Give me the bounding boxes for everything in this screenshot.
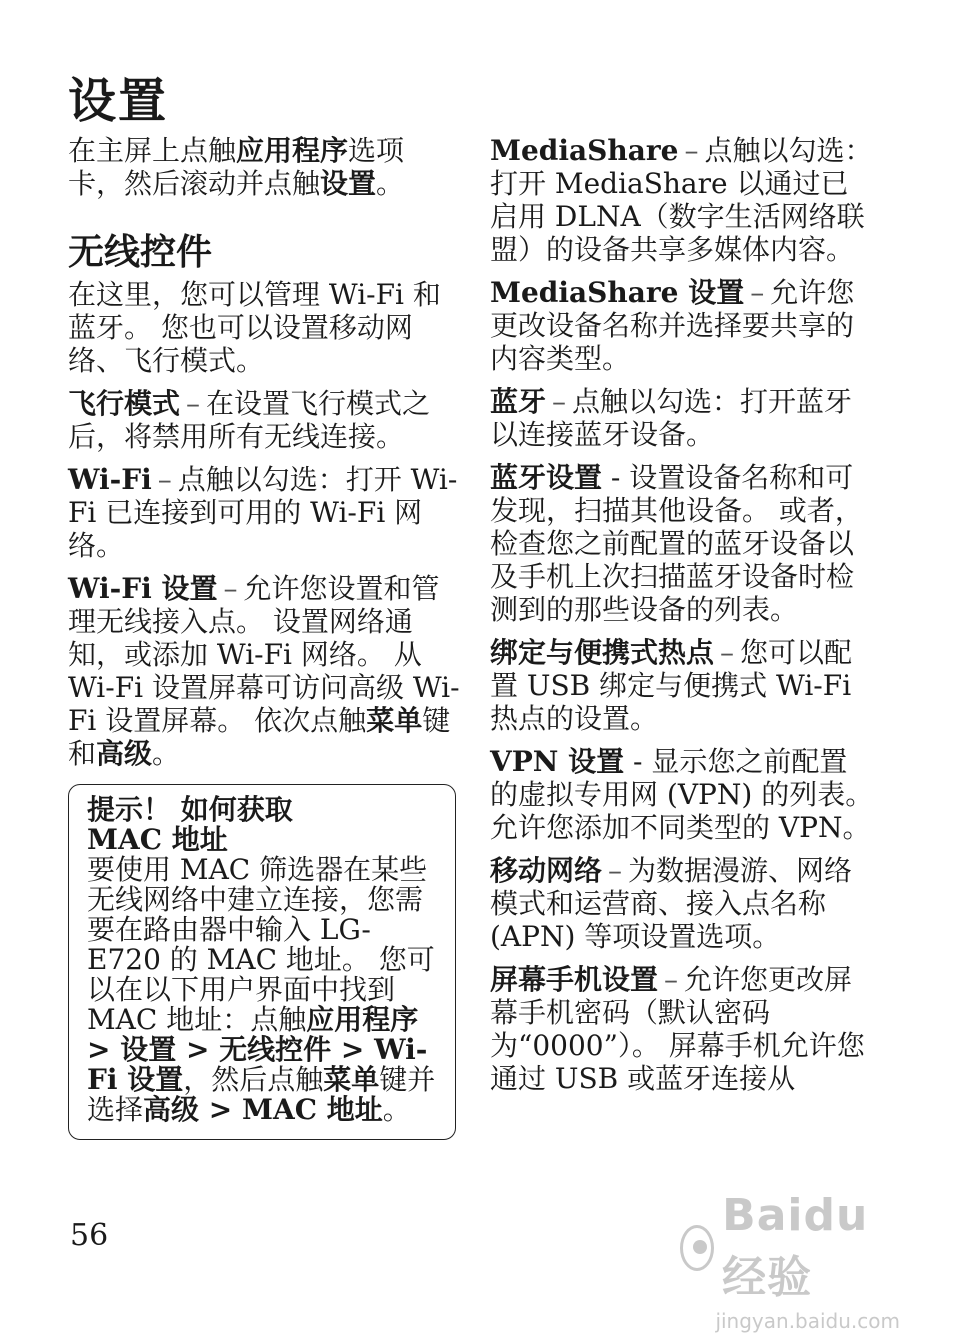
tip-text: ，然后点触 <box>183 1063 324 1096</box>
airplane-mode-item <box>68 387 460 453</box>
bluetooth-settings-label: 蓝牙设置 <box>490 461 603 494</box>
vpn-settings-item <box>490 745 874 844</box>
settings-label: 设置 <box>320 167 377 200</box>
page-number: 56 <box>70 1218 109 1253</box>
vpn-settings-text: - 显示您之前配置的虚拟专用网 (VPN) 的列表。 允许您添加不同类型的 VPN。 <box>490 745 874 844</box>
tip-menu-label: 菜单 <box>323 1063 380 1096</box>
wifi-settings-item <box>68 572 460 770</box>
airplane-mode-text: 在设置飞行模式之后，将禁用所有无线连接。 <box>68 387 431 453</box>
tip-body <box>87 855 437 1125</box>
mobile-network-text: 为数据漫游、网络模式和运营商、接入点名称 (APN) 等项设置选项。 <box>490 854 853 953</box>
wifi-settings-label: Wi-Fi 设置 <box>68 572 218 605</box>
dash: – <box>750 276 765 309</box>
tethering-text: 您可以配置 USB 绑定与便携式 Wi-Fi 热点的设置。 <box>490 636 853 735</box>
dash: – <box>186 387 201 420</box>
bluetooth-text: 点触以勾选：打开蓝牙以连接蓝牙设备。 <box>490 385 853 451</box>
tip-text: 键并选择 <box>87 1063 436 1126</box>
tip-path: 应用程序 > 设置 > 无线控件 > Wi-Fi 设置 <box>87 1003 428 1096</box>
bluetooth-label: 蓝牙 <box>490 385 547 418</box>
screen-lock-text: 允许您更改屏幕手机密码（默认密码为“0000”）。 屏幕手机允许您通过 USB 或蓝牙连接从 <box>490 963 865 1095</box>
wifi-label: Wi-Fi <box>68 463 152 496</box>
dash: – <box>664 963 679 996</box>
watermark-url: jingyan.baidu.com <box>715 1309 900 1333</box>
tip-title <box>87 795 437 855</box>
menu-key-label: 菜单 <box>366 704 423 737</box>
intro-text: 。 <box>376 167 405 200</box>
dash: – <box>223 572 238 605</box>
bluetooth-settings-text: - 设置设备名称和可发现，扫描其他设备。 或者，检查您之前配置的蓝牙设备以及手机上次扫描蓝牙设备时检测到的那些设备的列表。 <box>490 461 863 626</box>
wifi-text: 点触以勾选：打开 Wi-Fi 已连接到可用的 Wi-Fi 网络。 <box>68 463 458 562</box>
mediashare-item <box>490 134 874 266</box>
tethering-label: 绑定与便携式热点 <box>490 636 715 669</box>
tip-box <box>68 784 456 1140</box>
mediashare-settings-item <box>490 276 874 375</box>
watermark-logo-text: Baidu 经验 <box>722 1190 869 1303</box>
dash: – <box>684 134 699 167</box>
tip-title-line: MAC 地址 <box>87 823 228 856</box>
wifi-settings-text: 键和 <box>68 704 451 770</box>
tip-text: 要使用 MAC 筛选器在某些无线网络中建立连接，您需要在路由器中输入 LG-E720 的 MAC 地址。 您可以在以下用户界面中找到 MAC 地址：点触 <box>87 853 435 1036</box>
intro-paragraph <box>68 134 460 200</box>
screen-lock-label: 屏幕手机设置 <box>490 963 659 996</box>
bluetooth-settings-item <box>490 461 874 626</box>
apps-tab-label: 应用程序 <box>236 134 349 167</box>
airplane-mode-label: 飞行模式 <box>68 387 181 420</box>
screen-lock-item <box>490 963 874 1095</box>
advanced-label: 高级 <box>96 737 153 770</box>
dash: – <box>157 463 172 496</box>
page-title: 设置 <box>68 73 169 129</box>
wireless-description: 在这里，您可以管理 Wi-Fi 和蓝牙。 您也可以设置移动网络、飞行模式。 <box>68 278 441 377</box>
wifi-settings-text: 。 <box>152 737 181 770</box>
watermark-logo <box>680 1190 900 1305</box>
wifi-settings-text: 允许您设置和管理无线接入点。 设置网络通知，或添加 Wi-Fi 网络。 从 Wi-Fi 设置屏幕可访问高级 Wi-Fi 设置屏幕。 依次点触 <box>68 572 460 737</box>
mediashare-label: MediaShare <box>490 134 679 167</box>
tethering-item <box>490 636 874 735</box>
dash: – <box>552 385 567 418</box>
mobile-network-label: 移动网络 <box>490 854 603 887</box>
mediashare-settings-text: 允许您更改设备名称并选择要共享的内容类型。 <box>490 276 855 375</box>
tip-advanced-label: 高级 > MAC 地址 <box>143 1093 383 1126</box>
intro-text: 选项卡，然后滚动并点触 <box>68 134 405 200</box>
baidu-watermark <box>680 1190 900 1333</box>
mediashare-settings-label: MediaShare 设置 <box>490 276 745 309</box>
dash: – <box>720 636 735 669</box>
mediashare-text: 点触以勾选：打开 MediaShare 以通过已启用 DLNA（数字生活网络联盟）的设备共享多媒体内容。 <box>490 134 873 266</box>
tip-title-line: 提示！ 如何获取 <box>87 793 293 826</box>
vpn-settings-label: VPN 设置 <box>490 745 625 778</box>
bluetooth-item <box>490 385 874 451</box>
paw-icon <box>680 1225 714 1271</box>
tip-text: 。 <box>382 1093 411 1126</box>
wifi-item <box>68 463 460 562</box>
right-column <box>490 134 874 1095</box>
mobile-network-item <box>490 854 874 953</box>
dash: – <box>608 854 623 887</box>
section-heading-wireless: 无线控件 <box>68 231 213 273</box>
left-column <box>68 134 460 1140</box>
intro-text: 在主屏上点触 <box>68 134 237 167</box>
